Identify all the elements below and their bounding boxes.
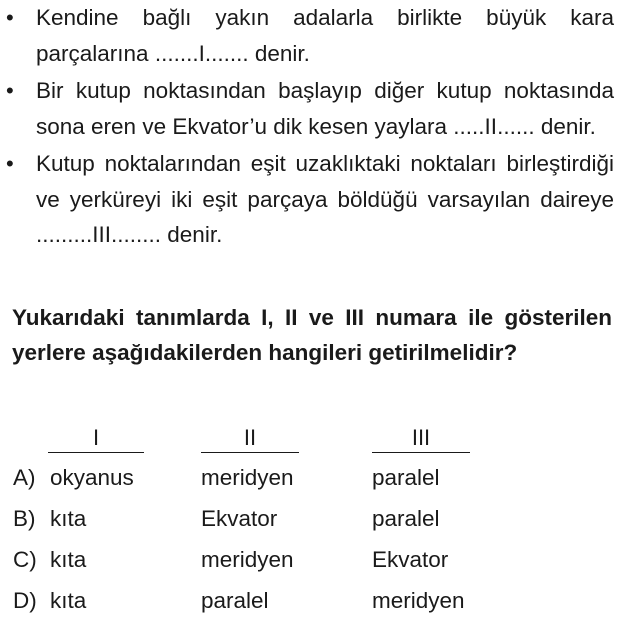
option-value-3: meridyen: [372, 588, 465, 613]
bullet-icon: •: [6, 151, 14, 176]
definition-item-2: [6, 73, 614, 144]
question-stem: Yukarıdaki tanımlarda I, II ve III numara ile gösterilen yerlere aşağıdakilerden hangileri getirilmelidir?: [12, 305, 612, 365]
option-value-2: meridyen: [201, 465, 294, 490]
definition-item-1: [6, 0, 614, 71]
definition-text-2: Bir kutup noktasından başlayıp diğer kutup noktasında sona eren ve Ekvator’u dik kesen yaylara .....II...... denir.: [36, 78, 614, 139]
answer-column-headers: [0, 425, 623, 457]
option-value-3: paralel: [372, 465, 440, 490]
definition-text-3: Kutup noktalarından eşit uzaklıktaki noktaları birleştirdiği ve yerküreyi iki eşit parçaya böldüğü varsayılan daireye .........III........ denir.: [36, 151, 614, 247]
answer-option-c[interactable]: [0, 544, 623, 585]
definition-list: [6, 0, 614, 255]
column-header-3: III: [372, 425, 470, 453]
option-letter: C): [13, 547, 37, 572]
option-value-1: kıta: [50, 588, 87, 613]
definition-item-3: [6, 146, 614, 253]
option-value-3: paralel: [372, 506, 440, 531]
definition-text-1: Kendine bağlı yakın adalarla birlikte büyük kara parçalarına .......I....... denir.: [36, 5, 614, 66]
option-value-1: okyanus: [50, 465, 134, 490]
option-value-2: Ekvator: [201, 506, 278, 531]
option-letter: A): [13, 465, 36, 490]
column-header-1: I: [48, 425, 144, 453]
option-value-2: paralel: [201, 588, 269, 613]
option-value-2: meridyen: [201, 547, 294, 572]
answer-options: [0, 462, 623, 626]
column-header-2: II: [201, 425, 299, 453]
option-value-1: kıta: [50, 547, 87, 572]
bullet-icon: •: [6, 5, 14, 30]
option-value-1: kıta: [50, 506, 87, 531]
answer-option-a[interactable]: [0, 462, 623, 503]
option-value-3: Ekvator: [372, 547, 449, 572]
answer-option-b[interactable]: [0, 503, 623, 544]
option-letter: D): [13, 588, 37, 613]
option-letter: B): [13, 506, 36, 531]
bullet-icon: •: [6, 78, 14, 103]
answer-option-d[interactable]: [0, 585, 623, 626]
